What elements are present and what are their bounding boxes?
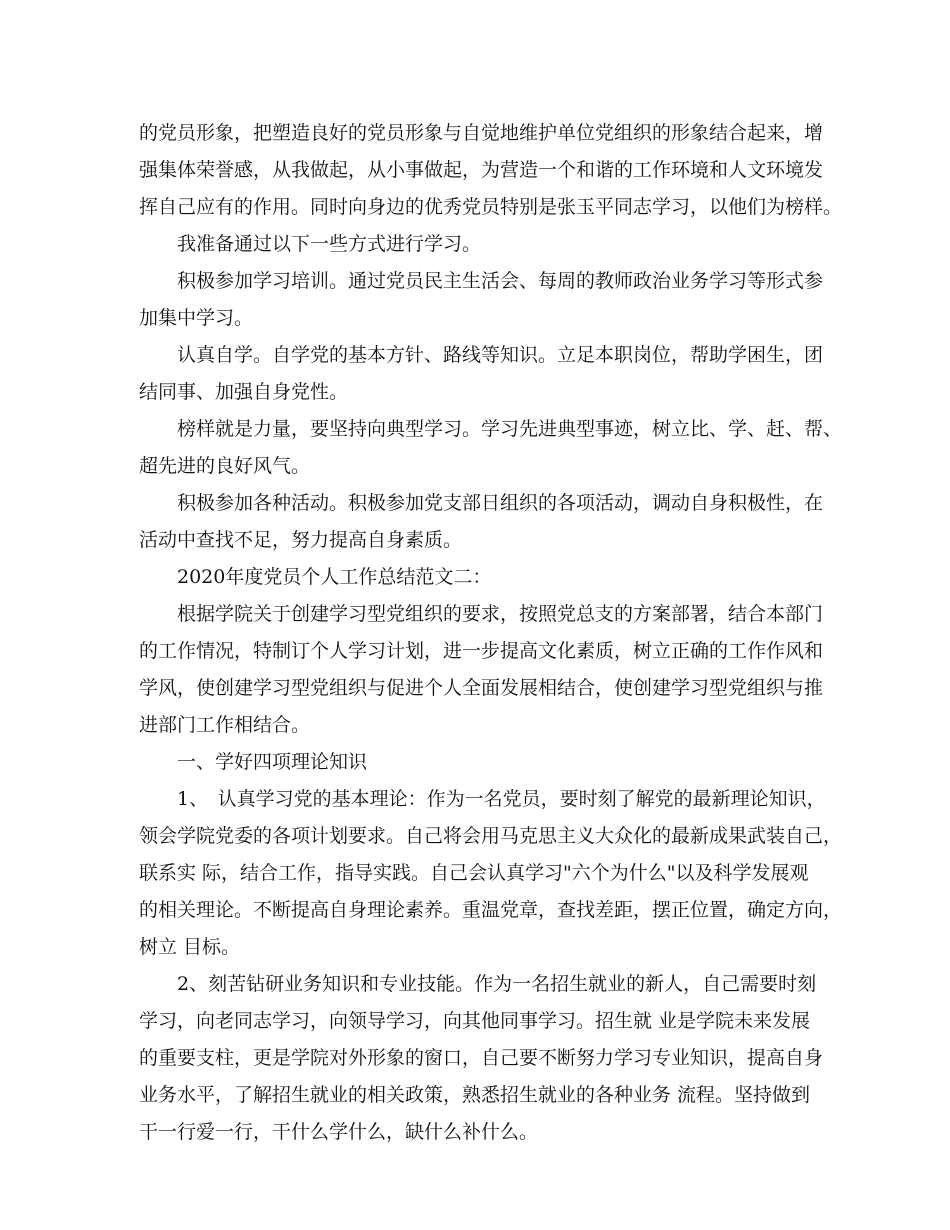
text-line: 结同事、加强自身党性。 xyxy=(139,381,349,403)
text-line: 领会学院党委的各项计划要求。自己将会用马克思主义大众化的最新成果武装自己， xyxy=(139,825,843,847)
text-line: 业务水平，了解招生就业的相关政策，熟悉招生就业的各种业务 流程。坚持做到 xyxy=(139,1084,811,1106)
text-line: 超先进的良好风气。 xyxy=(139,455,311,477)
text-line: 活动中查找不足，努力提高自身素质。 xyxy=(139,529,463,551)
text-line: 2、刻苦钻研业务知识和专业技能。作为一名招生就业的新人，自己需要时刻 xyxy=(177,973,817,995)
text-line: 的相关理论。不断提高自身理论素养。重温党章，查找差距，摆正位置，确定方向， xyxy=(139,899,843,921)
section-heading: 2020年度党员个人工作总结范文二： xyxy=(177,566,492,588)
text-line: 强集体荣誉感，从我做起，从小事做起，为营造一个和谐的工作环境和人文环境发 xyxy=(139,159,824,181)
text-line: 榜样就是力量，要坚持向典型学习。学习先进典型事迹，树立比、学、赶、帮、 xyxy=(177,418,843,440)
text-line: 积极参加各种活动。积极参加党支部日组织的各项活动，调动自身积极性，在 xyxy=(177,492,824,514)
text-line: 的工作情况，特制订个人学习计划，进一步提高文化素质，树立正确的工作作风和 xyxy=(139,640,824,662)
text-line: 1、 认真学习党的基本理论：作为一名党员，要时刻了解党的最新理论知识， xyxy=(177,788,826,810)
text-line: 认真自学。自学党的基本方针、路线等知识。立足本职岗位，帮助学困生，团 xyxy=(177,344,824,366)
text-line: 树立 目标。 xyxy=(139,936,241,958)
text-line: 联系实 际，结合工作，指导实践。自己会认真学习"六个为什么"以及科学发展观 xyxy=(139,862,809,884)
text-line: 挥自己应有的作用。同时向身边的优秀党员特别是张玉平同志学习，以他们为榜样。 xyxy=(139,196,843,218)
text-line: 学习，向老同志学习，向领导学习，向其他同事学习。招生就 业是学院未来发展 xyxy=(139,1010,811,1032)
text-line: 学风，使创建学习型党组织与促进个人全面发展相结合，使创建学习型党组织与推 xyxy=(139,677,824,699)
text-line: 我准备通过以下一些方式进行学习。 xyxy=(177,233,482,255)
text-line: 干一行爱一行，干什么学什么，缺什么补什么。 xyxy=(139,1121,539,1143)
section-heading: 一、学好四项理论知识 xyxy=(177,751,368,773)
text-line: 的党员形象，把塑造良好的党员形象与自觉地维护单位党组织的形象结合起来，增 xyxy=(139,122,824,144)
text-line: 进部门工作相结合。 xyxy=(139,714,311,736)
text-line: 的重要支柱，更是学院对外形象的窗口，自己要不断努力学习专业知识，提高自身 xyxy=(139,1047,824,1069)
text-line: 加集中学习。 xyxy=(139,307,254,329)
text-line: 积极参加学习培训。通过党员民主生活会、每周的教师政治业务学习等形式参 xyxy=(177,270,824,292)
text-line: 根据学院关于创建学习型党组织的要求，按照党总支的方案部署，结合本部门 xyxy=(177,603,824,625)
